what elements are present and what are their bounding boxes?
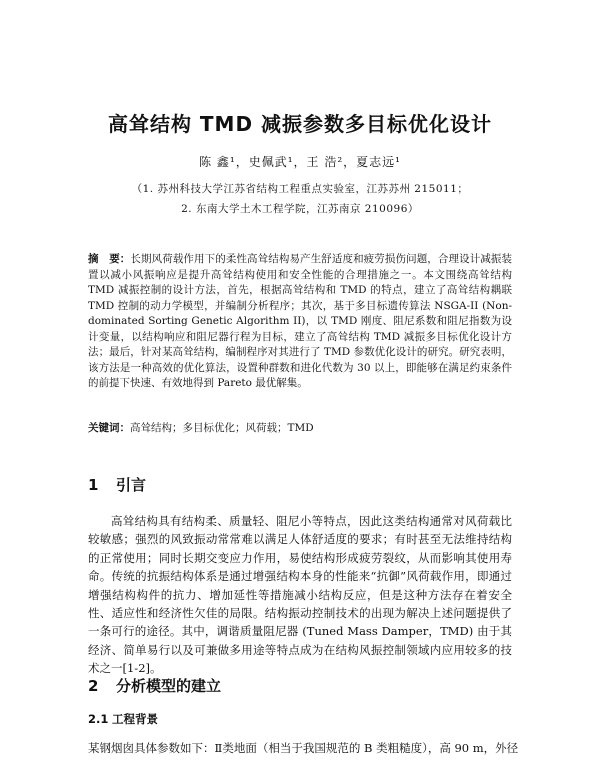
section-2-title: 分析模型的建立 (116, 677, 222, 695)
section-1-body: 高耸结构具有结构柔、质量轻、阻尼小等特点，因此这类结构通常对风荷载比较敏感；强烈的风致振动常常难以满足人体舒适度的要求；有时甚至无法维持结构的正常使用；同时长期交变应力作用，易使结构形成疲劳裂纹，从而影响其使用寿命。传统的抗振结构体系是通过增强结构本身的性能来“抗御”风荷载作用，即通过增强结构构件的抗力、增加延性等措施减小结构反应，但是这种方法存在着安全性、适应性和经济性欠佳的局限。结构振动控制技术的出现为解决上述问题提供了一条可行的途径。其中，调谐质量阻尼器 (Tuned Mass Damper，TMD) 由于其经济、简单易行以及可兼做多用途等特点成为在结构风振控制领域内应用较多的技术之一[1-2]。 (88, 514, 512, 676)
keywords-label: 关键词： (88, 422, 130, 434)
section-1-number: 1 (88, 476, 99, 494)
subsection-2-1-number: 2.1 (88, 712, 109, 726)
abstract-label: 摘 要： (88, 253, 131, 265)
affiliation-2: 2. 东南大学土木工程学院，江苏南京 210096） (181, 203, 419, 215)
section-2-number: 2 (88, 677, 99, 695)
section-1-heading (88, 474, 146, 495)
subsection-2-1-heading (88, 711, 158, 727)
keywords-text: 高耸结构；多目标优化；风荷载；TMD (130, 422, 314, 434)
affiliation-1: （1. 苏州科技大学江苏省结构工程重点实验室，江苏苏州 215011； (131, 183, 469, 195)
subsection-2-1-title: 工程背景 (112, 712, 158, 726)
author-list: 陈 鑫¹，史佩武¹，王 浩²，夏志远¹ (199, 155, 401, 169)
abstract (88, 252, 512, 392)
section-2-heading (88, 675, 221, 696)
keywords (88, 420, 512, 435)
paper-title: 高耸结构 TMD 减振参数多目标优化设计 (107, 112, 493, 136)
abstract-text: 长期风荷载作用下的柔性高耸结构易产生舒适度和疲劳损伤问题，合理设计减振装置以减小风振响应是提升高耸结构使用和安全性能的合理措施之一。本文围绕高耸结构 TMD 减振控制的设计方法，首先，根据高耸结构和 TMD 的特点，建立了高耸结构耦联 TMD 控制的动力学模型，并编制分析程序；其次，基于多目标遗传算法 NSGA-II (Non-dominated Sorting Genetic Algorithm II)，以 TMD 刚度、阻尼系数和阻尼指数为设计变量，以结构响应和阻尼器行程为目标，建立了高耸结构 TMD 减振多目标优化设计方法；最后，针对某高耸结构，编制程序对其进行了 TMD 参数优化设计的研究。研究表明，该方法是一种高效的优化算法，设置种群数和进化代数为 30 以上，即能够在满足约束条件的前提下快速、有效地得到 Pareto 最优解集。 (88, 253, 513, 389)
section-2-body-line: 某钢烟囱具体参数如下：Ⅱ类地面（相当于我国规范的 B 类粗糙度），高 90 m，外径 (88, 741, 519, 755)
section-1-title: 引言 (116, 476, 147, 494)
